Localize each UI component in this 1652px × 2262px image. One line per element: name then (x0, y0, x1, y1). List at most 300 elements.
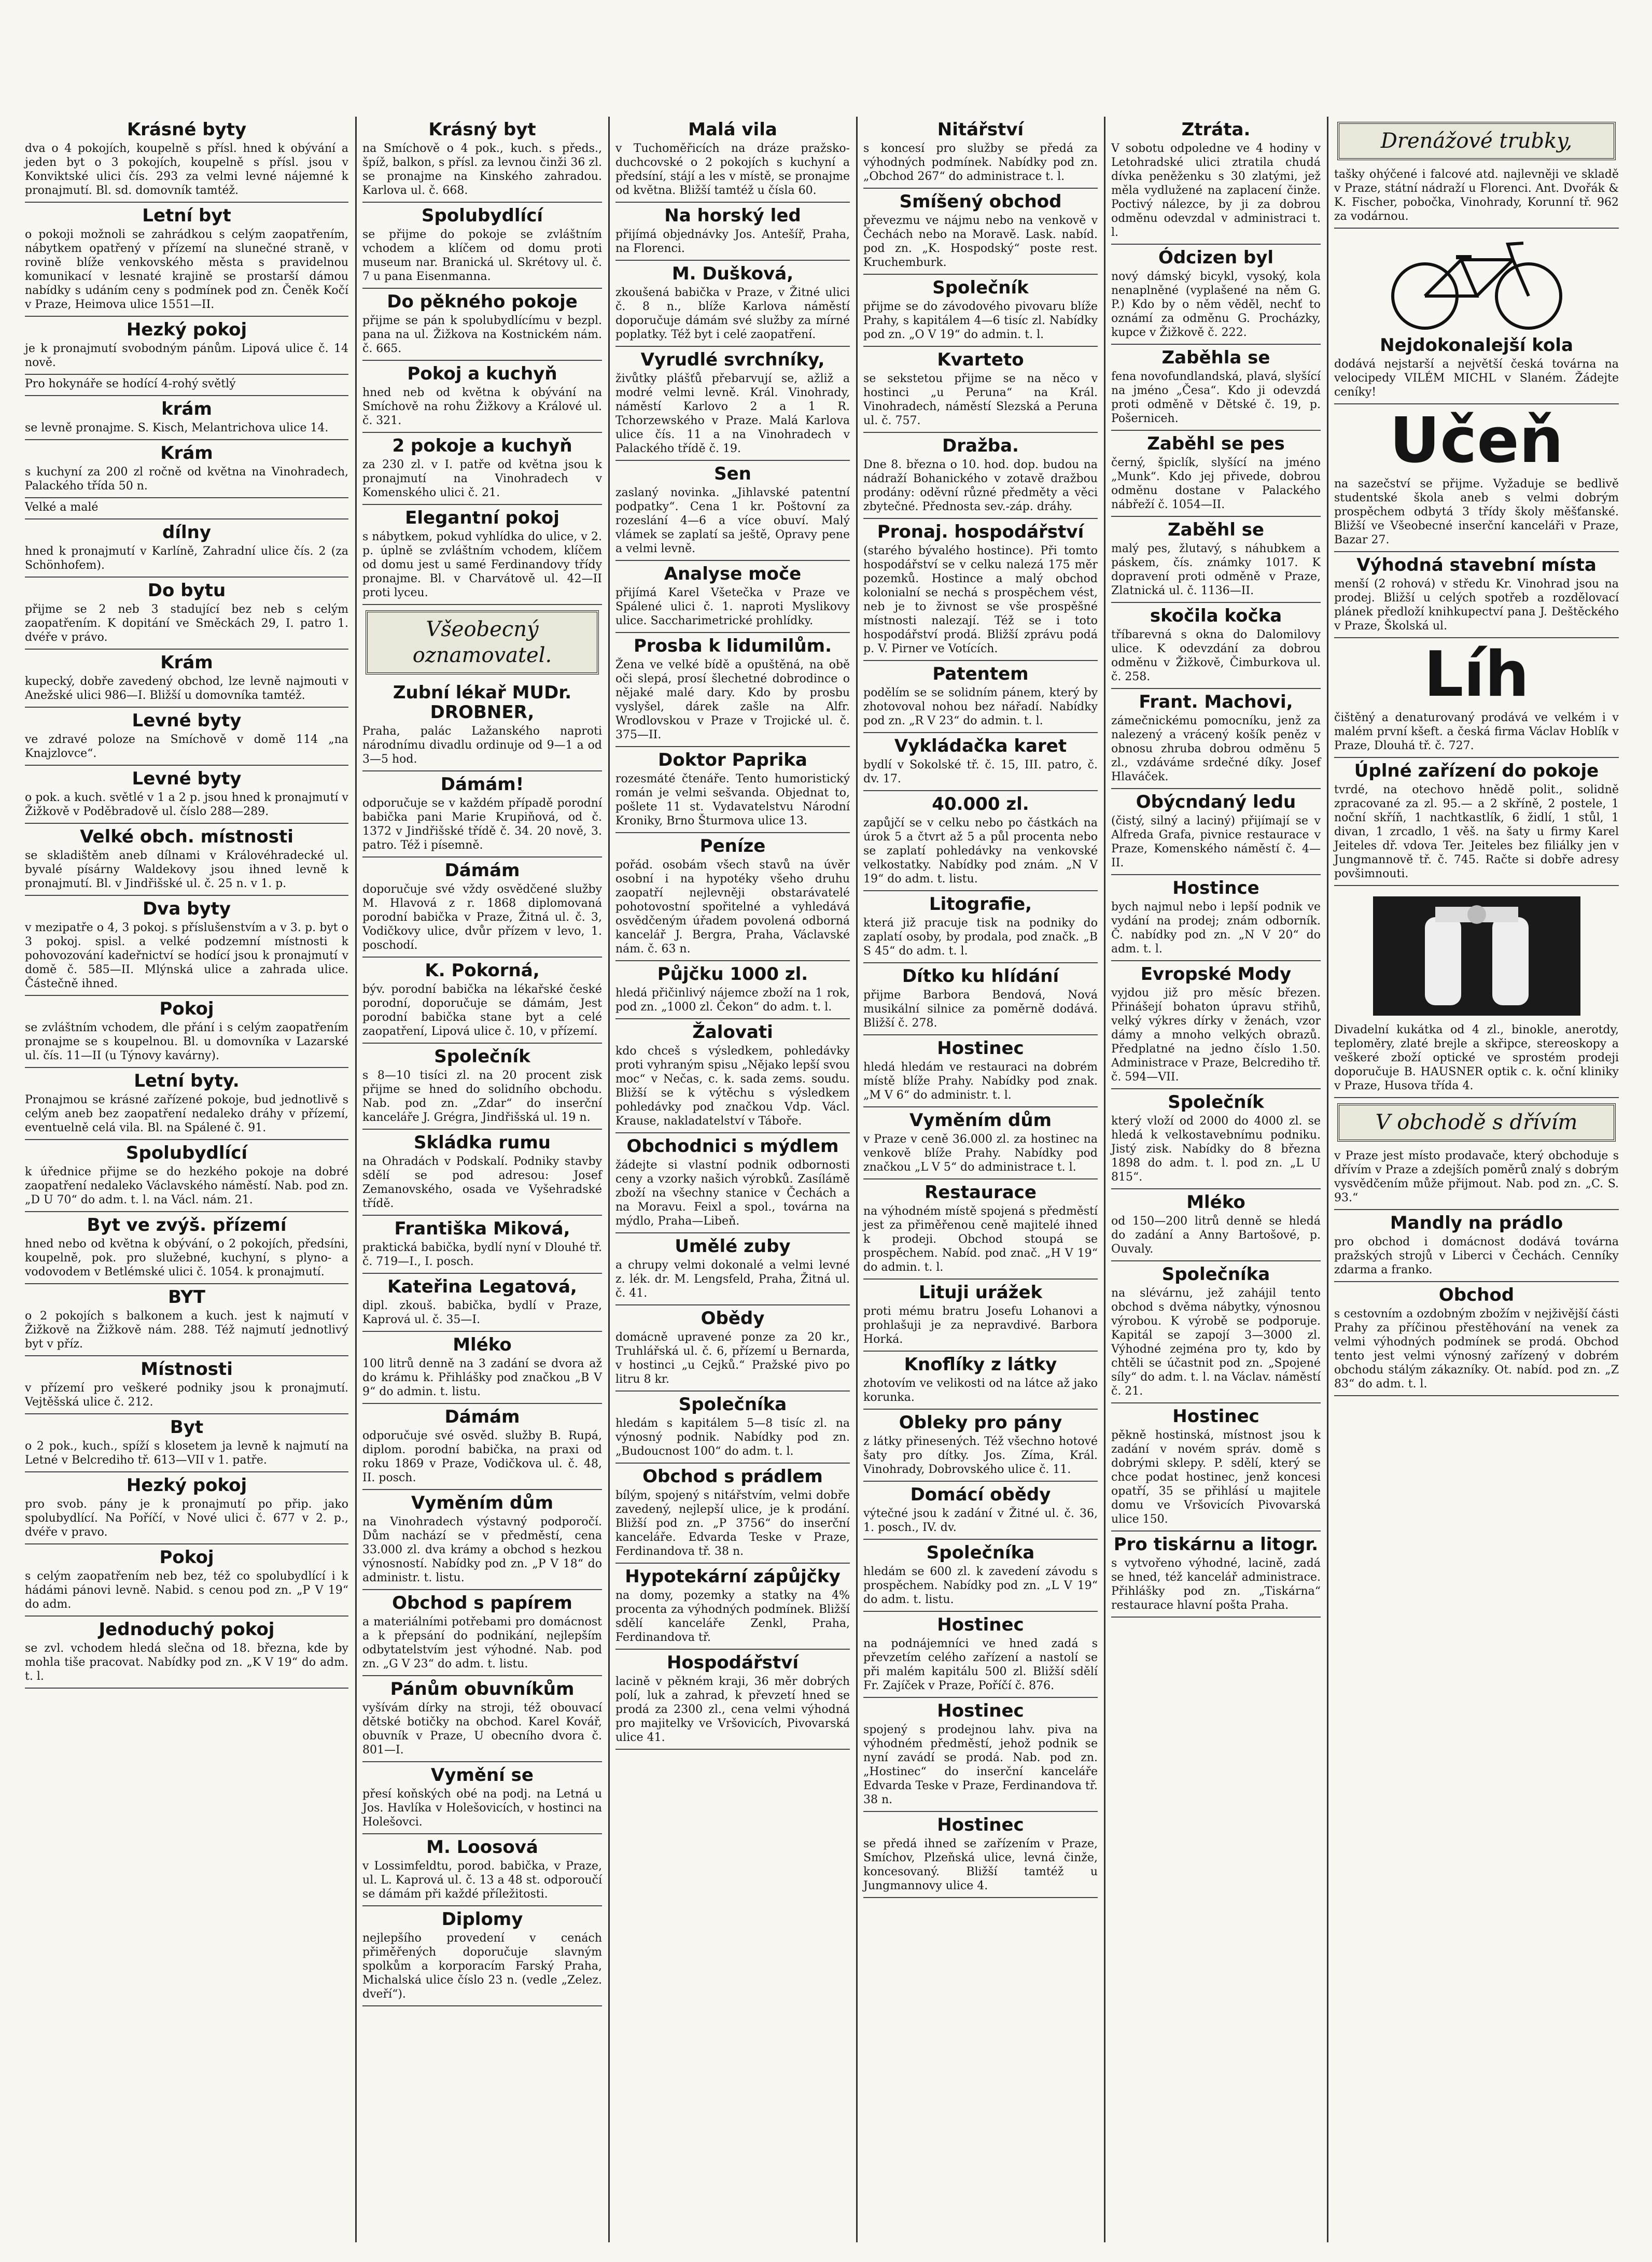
ad-body: Pro hokynáře se hodící 4-rohý světlý (25, 377, 236, 390)
ad-body: kdo chceš s výsledkem, pohledávky proti vyhraným spisu „Nějako lepší svou moc“ v Nečas, c. k. sada zems. soudu. Bližší se k výtěchu s výsledkem pohledávky pod značkou Vdp. Václ. Krause, nakladatelství v Táboře. (615, 1045, 850, 1128)
ad-body: proti mému bratru Josefu Lohanovi a prohlašuji je za nepravdivé. Barbora Horká. (863, 1305, 1098, 1346)
ad-heading: Spolubydlící (126, 1143, 247, 1163)
ad-heading: Doktor Paprika (658, 750, 807, 770)
ad-body: přijme se pán k spolubydlícímu v bezpl. pana na ul. Žižkova na Kostnickém nám. č. 665. (362, 314, 602, 355)
ad-heading: Na horský led (664, 205, 801, 226)
ad-body: hned nebo od května k obývání, o 2 pokojích, předsíni, koupelně, pok. pro služebné, kuchyní, s plyno- a vodovodem v Betlémské ulici č. 1054. k pronajmutí. (25, 1238, 348, 1278)
classified-ad (1111, 345, 1321, 431)
ad-body: se levně pronajme. S. Kisch, Melantrichova ulice 14. (25, 422, 329, 434)
ad-body: v Tuchoměřicích na dráze pražsko-duchcovské o 2 pokojích s kuchyní a předsíní, stájí a les v místě, se pronajme od května. Bližší tamtéž u čísla 60. (615, 142, 850, 197)
ad-heading: Pronaj. hospodářství (877, 522, 1084, 542)
classified-ad (863, 791, 1098, 891)
classified-ad (25, 766, 348, 824)
ad-body: Žena ve velké bídě a opuštěná, na obě oči slepá, prosí šlechetné dobrodince o nějaké malé dary. Kdo by prosbu vyslyšel, dárek zašle na Alfr. Wrodlovskou v Praze v Trojické ul. č. 375—II. (615, 658, 850, 741)
classified-ad (25, 1356, 348, 1414)
ad-body: přesí koňských obé na podj. na Letná u Jos. Havlíka v Holešovicích, v hostinci na Holešovci. (362, 1788, 602, 1829)
classified-ad (863, 189, 1098, 275)
classified-ad (863, 1482, 1098, 1540)
classified-ad (615, 1464, 850, 1564)
ad-body: přijme se do závodového pivovaru blíže Prahy, s kapitálem 4—6 tisíc zl. Nabídky pod zn. „O V 19“ do admin. t. l. (863, 300, 1098, 341)
ad-heading: Umělé zuby (675, 1236, 791, 1257)
ad-heading: Společníka (926, 1542, 1035, 1563)
ad-heading: Hostinec (937, 1038, 1024, 1059)
ad-heading: Letní byty. (134, 1071, 240, 1091)
classified-ad (25, 824, 348, 896)
ad-heading: Obchod s prádlem (642, 1466, 823, 1487)
classified-ad (863, 1540, 1098, 1612)
ad-body: hledám s kapitálem 5—8 tisíc zl. na výnosný podnik. Nabídky pod zn. „Budoucnost 100“ do adm. t. l. (615, 1417, 850, 1458)
classified-ad (863, 519, 1098, 661)
classified-ad (615, 261, 850, 347)
newspaper-page (21, 117, 1623, 2242)
classified-ad (863, 891, 1098, 963)
ad-heading: Vyrudlé svrchníky, (640, 349, 825, 370)
ad-body: která již pracuje tisk na podniky do zaplatí osoby, by prodala, pod značk. „B S 45“ do adm. t. l. (863, 917, 1098, 958)
ad-heading: krám (161, 399, 212, 419)
ad-heading: Krám (160, 652, 213, 673)
ad-body: dva o 4 pokojích, koupelně s přísl. hned k obývání a jeden byt o 3 pokojích, koupelně s přísl. jsou v Konviktské ulici čís. 293 za velmi levné nájemné k pronajmutí. Bl. sd. domovník tamtéž. (25, 142, 348, 197)
classified-ad (1111, 1189, 1321, 1261)
classified-ad (362, 1044, 602, 1130)
ad-body: v mezipatře o 4, 3 pokoj. s příslušenstvím a v 3. p. byt o 3 pokoj. spisl. a velké podzemní místnosti k pohovozování kadeřnictví se hodící jsou k pronajmutí v domě č. 585—II. Mlýnská ulice a zahrada ulice. Částečně ihned. (25, 921, 348, 990)
ad-heading: Analyse moče (664, 564, 802, 584)
classified-ad (25, 519, 348, 578)
classified-ad (863, 963, 1098, 1035)
ad-body: vyšívám dírky na stroji, též obouvací dětské botičky na obchod. Karel Kovář, obuvník v Praze, U obecního dvora č. 801—I. (362, 1702, 602, 1757)
ad-heading: Vyměním dům (909, 1110, 1052, 1131)
classified-ad (615, 117, 850, 203)
classified-ad (25, 578, 348, 650)
classified-ad (863, 1352, 1098, 1410)
classified-ad (863, 117, 1098, 189)
ad-body: s celým zaopatřením neb bez, též co spolubydlící i k hádámi pánovi levně. Nabid. s cenou pod zn. „P V 19“ do adm. (25, 1570, 348, 1611)
ad-body: podělím se se solidním pánem, který by zhotovoval nohou bez nářadí. Nabídky pod zn. „R V 23“ do admin. t. l. (863, 686, 1098, 727)
ad-body: fena novofundlandská, plavá, slyšící na jméno „Česa“. Kdo ji odevzdá proti odměně v Dětské č. 19, p. Pošerniceh. (1111, 370, 1321, 425)
ad-body: na Smíchově o 4 pok., kuch. s předs., špíž, balkon, s přísl. za levnou činži 36 zl. se pronajme na Kinského zahradou. Karlova ul. č. 668. (362, 142, 602, 197)
ad-body: přijímá objednávky Jos. Antešíř, Praha, na Florenci. (615, 228, 850, 255)
classified-ad (863, 1812, 1098, 1898)
ad-body: na podnájemníci ve hned zadá s převzetím celého zařízení a nastolí se při malém kapitálu 500 zl. Bližší sdělí Fr. Zajíček v Praze, Poříčí č. 876. (863, 1637, 1098, 1692)
ad-heading: Skládka rumu (413, 1132, 551, 1153)
ad-heading: Kvarteto (937, 349, 1024, 370)
ad-body: se přijme do pokoje se zvláštním vchodem a klíčem od domu proti museum nar. Branická ul. Skrétovy ul. č. 7 u pana Eisenmanna. (362, 228, 602, 283)
ad-heading: Učeň (1389, 405, 1564, 477)
ad-heading: Líh (1423, 639, 1530, 711)
classified-ad (362, 1834, 602, 1906)
classified-ad (863, 1612, 1098, 1698)
classified-ad (25, 1414, 348, 1472)
ad-body: je k pronajmutí svobodným pánům. Lipová ulice č. 14 nově. (25, 342, 348, 369)
classified-ad (863, 1107, 1098, 1179)
classified-ad (863, 733, 1098, 791)
ad-heading: Letní byt (142, 205, 231, 226)
ad-body: dipl. zkouš. babička, bydlí v Praze, Kaprová ul. č. 35—I. (362, 1299, 602, 1326)
classified-ad (25, 117, 348, 203)
ad-body: hledám se 600 zl. k zavedení závodu s prospěchem. Nabídky pod zn. „L V 19“ do adm. t. listu. (863, 1565, 1098, 1606)
classified-ad (362, 680, 602, 771)
ad-heading: Hostinec (937, 1614, 1024, 1635)
ad-body: hned neb od května k obývání na Smíchově na rohu Žižkovy a Králové ul. č. 321. (362, 386, 602, 427)
ad-body: odporučuje se v každém případě porodní babička pani Marie Krupiňová, od č. 1372 v Jindřišské třídě č. 34. 20 nově, 3. patro. Též i písemně. (362, 797, 602, 852)
classified-ad (615, 1305, 850, 1392)
ad-heading: Prosba k lidumilům. (634, 636, 832, 656)
ad-heading: Malá vila (688, 119, 777, 140)
ad-body: pro obchod i domácnost dodává továrna pražských strojů v Liberci v Čechách. Cenníky zdarma a franko. (1334, 1235, 1619, 1276)
ad-body: výtečné jsou k zadání v Žitné ul. č. 36, 1. posch., IV. dv. (863, 1507, 1098, 1534)
classified-ad (1111, 431, 1321, 517)
classified-ad (615, 747, 850, 833)
ad-heading: Hypotekární zápůjčky (625, 1566, 841, 1587)
ad-body: pořád. osobám všech stavů na úvěr osobní i na hypotéky všeho druhu zaopatří nejlevněji obstarávatelé pohotovostní spořitelné a vyhledává osvědčeným úřadem povolená odborná kancelář J. Bergra, Praha, Václavské nám. č. 63 n. (615, 859, 850, 956)
ad-body: kupecký, dobře zavedený obchod, lze levně najmouti v Anežské ulici 986—I. Bližší u domovníka tamtéž. (25, 675, 348, 702)
classified-ad (362, 771, 602, 858)
ad-heading: Litografie, (929, 894, 1032, 915)
ad-body: zhotovím ve velikosti od na látce až jako korunka. (863, 1377, 1098, 1404)
ad-heading: Ztráta. (1181, 119, 1251, 140)
ad-heading: Dámám (444, 860, 520, 881)
ad-body: zapůjčí se v celku nebo po částkách na úrok 5 a čtvrt až 5 a půl procenta nebo se zaplatí pohledávky na venkovské velkostatky. Nabídky pod znám. „N V 19“ do adm. t. listu. (863, 817, 1098, 886)
ad-body: tašky ohýčené i falcové atd. najlevněji ve skladě v Praze, státní nádraží u Florenci. Ant. Dvořák & K. Fischer, pobočka, Vinohrady, Korunní tř. 962 za vodárnou. (1334, 168, 1619, 223)
ad-heading: Byt ve zvýš. přízemí (87, 1215, 287, 1235)
ad-heading: Byt (170, 1417, 204, 1438)
ad-heading: Dražba. (942, 435, 1019, 456)
ad-body: na Ohradách v Podskalí. Podniky stavby sdělí se pod adresou: Josef Zemanovského, osada ve Vyšehradské třídě. (362, 1155, 602, 1210)
classified-ad (615, 1650, 850, 1750)
classified-ad (1111, 603, 1321, 689)
ad-body: o 2 pok., kuch., spíží s klosetem ja levně k najmutí na Letné v Belcrediho tř. 613—VII v 1. patře. (25, 1440, 348, 1467)
classified-ad (1334, 404, 1619, 552)
ad-heading: Nitářství (937, 119, 1024, 140)
ad-heading: Zaběhla se (1161, 347, 1270, 368)
ad-body: o 2 pokojích s balkonem a kuch. jest k najmutí v Žižkově na Žižkově nám. 288. Též najmutí jednotlivý byt v příz. (25, 1310, 348, 1351)
column-2 (358, 117, 606, 2242)
ad-heading: Levné byty (132, 768, 242, 789)
classified-ad (362, 203, 602, 289)
classified-ad (25, 896, 348, 996)
ad-body: s 8—10 tisíci zl. na 20 procent zisk přijme se hned do solidního obchodu. Nab. pod zn. „Zdar“ do inserční kanceláře J. Grégra, Jindřišská ul. 19 n. (362, 1069, 602, 1124)
ad-body: a chrupy velmi dokonalé a velmi levné z. lék. dr. M. Lengsfeld, Praha, Žitná ul. č. 41. (615, 1259, 850, 1300)
ad-body: bílým, spojený s nitářstvím, velmi dobře zavedený, nejlepší ulice, je k prodání. Bližší pod zn. „P 3756“ do inserční kanceláře. Edvarda Teske v Praze, Ferdinandova tř. 38 n. (615, 1489, 850, 1558)
ad-body: vyjdou již pro měsíc březen. Přinášejí bohaton úpravu střihů, velký výkres dírky v ženách, vzor dámy a mnoho velkých obrazů. Předplatné na jedno číslo 1.50. Administrace v Praze, Belcrediho tř. č. 594—VII. (1111, 987, 1321, 1084)
classified-ad (362, 1490, 602, 1590)
ad-heading: Restaurace (925, 1182, 1037, 1203)
classified-ad (25, 498, 348, 519)
ad-heading: Obchod (1438, 1285, 1515, 1305)
classified-ad (25, 996, 348, 1068)
ad-heading: Pokoj (159, 999, 214, 1019)
classified-ad (863, 347, 1098, 433)
ad-heading: Ódcizen byl (1158, 247, 1274, 268)
ad-heading: dílny (162, 522, 211, 543)
classified-ad (1334, 1282, 1619, 1396)
classified-ad (362, 361, 602, 433)
boxed-headline: V obchodě s dřívím (1337, 1103, 1616, 1142)
ad-heading: Dámám! (440, 774, 524, 795)
ad-heading: Hostinec (937, 1815, 1024, 1835)
ad-heading: Výhodná stavební místa (1356, 555, 1597, 575)
ad-body: hledá hledám ve restauraci na dobrém místě blíže Prahy. Nabídky pod znak. „M V 6“ do administr. t. l. (863, 1061, 1098, 1102)
classified-ad (362, 1590, 602, 1676)
ad-body: nový dámský bicykl, vysoký, kola nenaplněné (vyplašené na něm G. P.) Kdo by o něm věděl, nechť to oznámí za odměnu G. Procházky, kupce v Žižkově č. 222. (1111, 270, 1321, 339)
classified-ad (362, 1274, 602, 1332)
ad-heading: M. Dušková, (671, 263, 794, 284)
ad-body: od 150—200 litrů denně se hledá do zadání a Anny Bartošové, p. Ouvaly. (1111, 1215, 1321, 1256)
ad-heading: Obědy (701, 1308, 765, 1329)
classified-ad (863, 1280, 1098, 1352)
ad-body: přijímá Karel Všetečka v Praze ve Spálené ulici č. 1. naproti Myslikovy ulice. Saccharimetrické prohlídky. (615, 586, 850, 627)
column-rule (355, 117, 357, 2242)
classified-ad (25, 317, 348, 375)
ad-heading: Františka Miková, (394, 1218, 570, 1239)
ad-body: praktická babička, bydlí nyní v Dlouhé tř. č. 719—I., I. posch. (362, 1241, 602, 1268)
boxed-headline: Všeobecný oznamovatel. (366, 610, 599, 675)
classified-ad (1334, 332, 1619, 404)
classified-ad (1111, 1089, 1321, 1189)
ad-body: převezmu ve nájmu nebo na venkově v Čechách nebo na Moravě. Lask. nabíd. pod zn. „K. Hospodský“ poste rest. Kruchemburk. (863, 214, 1098, 269)
classified-ad (25, 708, 348, 766)
classified-ad (615, 961, 850, 1019)
ad-body: doporučuje své vždy osvědčené služby M. Hlavová z r. 1868 diplomovaná porodní babička v Praze, Žitná ul. č. 3, Vodičkovy ulice, dvůr přízem v levo, 1. poschodí. (362, 883, 602, 952)
column-3 (611, 117, 854, 2242)
ad-body: na Vinohradech výstavný podporočí. Dům nachází se v předměstí, cena 33.000 zl. dva krámy a obchod s hezkou výnosností. Nabídky pod zn. „P V 18“ do administr. t. listu. (362, 1515, 602, 1584)
classified-ad (863, 1410, 1098, 1482)
instrument-illustration (1334, 886, 1619, 1021)
column-1 (21, 117, 353, 2242)
ad-body: s nábytkem, pokud vyhlídka do ulice, v 2. p. úplně se zvláštním vchodem, klíčem od domu jest u samé Ferdinandovy třídy pronajme. Bl. v Charvátově ul. 42—II proti lyceu. (362, 530, 602, 599)
classified-ad (1111, 117, 1321, 245)
classified-ad (1111, 1403, 1321, 1532)
classified-ad (1334, 638, 1619, 758)
ad-body: bydlí v Sokolské tř. č. 15, III. patro, č. dv. 17. (863, 758, 1098, 785)
ad-body: v přízemí pro veškeré podniky jsou k pronajmutí. Vejtěšská ulice č. 212. (25, 1382, 348, 1409)
boxed-headline: Drenážové trubky, (1337, 122, 1616, 160)
ad-body: pro svob. pány je k pronajmutí po přip. jako spolubydlící. Na Poříčí, v Nové ulici č. 677 v 2. p., dvéře v pravo. (25, 1498, 348, 1539)
ad-heading: Hezký pokoj (126, 319, 247, 340)
ad-body: přijme Barbora Bendová, Nová musikální silnice za poměrně dodává. Bližší č. 278. (863, 989, 1098, 1030)
ad-heading: 2 pokoje a kuchyň (392, 435, 572, 456)
ad-heading: Spolubydlící (422, 205, 543, 226)
ad-body: se skladištěm aneb dílnami v Královéhradecké ul. byvalé písárny Waldekovy jsou ihned levně k pronajmutí. Bl. v Jindřišské ul. č. 25 n. v 1. p. (25, 849, 348, 890)
ad-heading: Kateřina Legatová, (387, 1276, 577, 1297)
ad-heading: Hostinec (1172, 1406, 1259, 1427)
ad-heading: Zaběhl se (1168, 519, 1264, 540)
ad-heading: Úplné zařízení do pokoje (1354, 761, 1599, 781)
ad-heading: Patentem (932, 664, 1029, 684)
ad-heading: 40.000 zl. (932, 794, 1029, 814)
ad-heading: Společníka (1161, 1264, 1270, 1285)
classified-ad (615, 1019, 850, 1133)
classified-ad (362, 858, 602, 958)
ad-body: tříbarevná s okna do Dalomilovy ulice. K odevzdání za dobrou odměnu v Žižkově, Čimburkova ul. č. 258. (1111, 628, 1321, 683)
classified-ad (362, 1762, 602, 1834)
ad-heading: Místnosti (141, 1359, 233, 1380)
ad-heading: Obchod s papírem (392, 1593, 572, 1613)
ad-body: hned k pronajmutí v Karlíně, Zahradní ulice čís. 2 (za Schönhofem). (25, 545, 348, 572)
ad-body: ve zdravé poloze na Smíchově v domě 114 „na Knajzlovce“. (25, 733, 348, 760)
ad-body: zkoušená babička v Praze, v Žitné ulici č. 8 n., blíže Karlova náměstí doporučuje dámám své služby za mírné poplatky. Též byt i celé zaopatření. (615, 286, 850, 341)
ad-body: V sobotu odpoledne ve 4 hodiny v Letohradské ulici ztratila chudá dívka peněženku s 30 zlatými, jež měla vydlužené na zaplacení činže. Poctivý nálezce, by ji za dobrou odměnu odevzdal v administraci t. l. (1111, 142, 1321, 239)
classified-ad (1111, 689, 1321, 789)
ad-heading: Hostince (1172, 878, 1259, 898)
ad-heading: Hezký pokoj (126, 1475, 247, 1496)
ad-body: Pronajmou se krásné zařízené pokoje, bud jednotlivě s celým aneb bez zaopatření nedaleko dráhy v přízemí, eventuelně celá vila. Bl. na Spálené č. 91. (25, 1093, 348, 1134)
ad-body: z látky přinesených. Též všechno hotové šaty pro dítky. Jos. Zíma, Král. Vinohrady, Dobrovského ulice č. 11. (863, 1435, 1098, 1476)
ad-heading: Jednoduchý pokoj (99, 1619, 275, 1640)
ad-body: Divadelní kukátka od 4 zl., binokle, anerotdy, teploměry, zlaté brejle a skřipce, stereoskopy a veškeré zboží optické ve sprostém prodeji doporučuje B. HAUSNER optik c. k. oční kliniky v Praze, Husova třída 4. (1334, 1023, 1619, 1092)
classified-ad (362, 1332, 602, 1404)
ad-body: dodává nejstarší a největší česká továrna na velocipedy VILÉM MICHL v Slaném. Žádejte ceníky! (1334, 358, 1619, 399)
ad-heading: Evropské Mody (1140, 964, 1292, 985)
ad-heading: Obchodnici s mýdlem (626, 1136, 839, 1157)
ad-heading: Společník (1168, 1092, 1264, 1113)
ad-heading: Společník (932, 277, 1029, 298)
classified-ad (362, 505, 602, 605)
classified-ad (863, 1035, 1098, 1107)
ad-body: přijme se 2 neb 3 stadující bez neb s celým zaopatřením. K dopitání ve Směckách 29, I. patro 1. dvéře v právo. (25, 603, 348, 644)
ad-body: 100 litrů denně na 3 zadání se dvora až do krámu k. Přihlášky pod značkou „B V 9“ do admin. t. listu. (362, 1357, 602, 1398)
classified-ad (615, 1392, 850, 1464)
classified-ad (1334, 1210, 1619, 1282)
ad-body: na domy, pozemky a statky na 4% procenta za výhodných podmínek. Bližší sdělí kanceláře Zenkl, Praha, Ferdinandova tř. (615, 1589, 850, 1644)
ad-heading: Do pěkného pokoje (387, 291, 578, 312)
classified-ad (1334, 1021, 1619, 1098)
ad-heading: Krám (160, 443, 213, 463)
column-5 (1107, 117, 1325, 2242)
ad-body: s vytvořeno výhodné, lacině, zadá se hned, též kancelář administrace. Přihlášky pod zn. „Tiskárna“ restaurace hlavní pošta Praha. (1111, 1557, 1321, 1612)
ad-body: který vloží od 2000 do 4000 zl. se hledá k velkostavebnímu podniku. Jistý zisk. Nabídky do 8 března 1898 do adm. t. l. pod zn. „L U 815“. (1111, 1115, 1321, 1184)
column-6 (1330, 117, 1623, 2242)
classified-ad (25, 1284, 348, 1356)
classified-ad (863, 1179, 1098, 1280)
ad-heading: Vyměním dům (411, 1493, 554, 1513)
classified-ad (615, 347, 850, 461)
column-rule (608, 117, 610, 2242)
ad-heading: Pánům obuvníkům (390, 1679, 575, 1699)
ad-heading: Pro tiskárnu a litogr. (1113, 1534, 1319, 1555)
ad-heading: Lituji urážek (918, 1282, 1043, 1303)
ad-body: se zvláštním vchodem, dle přání i s celým zaopatřením pronajme se s koupelnou. Bl. u domovníka v Lazarské ul. čís. 11—II (u Týnovy kavárny). (25, 1021, 348, 1062)
ad-heading: Zubní lékař MUDr. DROBNER, (393, 682, 572, 723)
classified-ad (25, 1617, 348, 1689)
ad-body: čištěný a denaturovaný prodává ve velkém i v malém první kšeft. a česká firma Václav Hoblík v Praze, Dlouhá tř. č. 727. (1334, 711, 1619, 752)
ad-heading: BYT (168, 1287, 205, 1308)
classified-ad (1334, 758, 1619, 886)
ad-body: za 230 zl. v I. patře od května jsou k pronajmutí na Vinohradech v Komenského ulici č. 21. (362, 458, 602, 499)
ad-body: a materiálními potřebami pro domácnost a k přepsání do podnikání, nejlepším odbytatelstvím jest výhodné. Nab. pod zn. „G V 23“ do adm. t. listu. (362, 1615, 602, 1670)
classified-ad (25, 1068, 348, 1140)
ad-body: v Lossimfeldtu, porod. babička, v Praze, ul. L. Kaprová ul. č. 13 a 48 st. odporoučí se dámám při každé příležitosti. (362, 1860, 602, 1901)
classified-ad (25, 1140, 348, 1212)
ad-body: (starého bývalého hostince). Při tomto hospodářství se v celku nalezá 175 měr pozemků. Hostince a malý obchod kolonialní se nechá s prospěchem vést, neb je to živnost se vše prospěšné místnosti nalezají. Též se i toto hospodářství prodá. Bližší zprávu podá p. V. Pirner ve Votících. (863, 544, 1098, 655)
ad-heading: Hostinec (937, 1701, 1024, 1721)
classified-ad (362, 1404, 602, 1490)
classified-ad (615, 833, 850, 961)
classified-ad (25, 203, 348, 317)
ad-heading: M. Loosová (426, 1837, 538, 1858)
column-rule (1104, 117, 1105, 2242)
ad-body: v Praze jest místo prodavače, který obchoduje s dřívím v Praze a zdejších poměrů znalý s dobrým vysvědčením může přijmout. Nab. pod zn. „C. S. 93.“ (1334, 1149, 1619, 1204)
ad-body: menší (2 rohová) v středu Kr. Vinohrad jsou na prodej. Bližší u celých spotřeb a rozdělovací plánek předloží knihkupectví pana J. Deštěckého v Praze, Školská ul. (1334, 578, 1619, 633)
ad-body: nejlepšího provedení v cenách přiměřených doporučuje slavným spolkům a korporacím Farský Praha, Michalská ulice číslo 23 n. (vedle „Zelez. dveří“). (362, 1932, 602, 2001)
ad-heading: Nejdokonalejší kola (1380, 335, 1573, 356)
ad-body: odporučuje své osvěd. služby B. Rupá, diplom. porodní babička, na praxi od roku 1869 v Praze, Vodičkova ul. č. 48, II. posch. (362, 1429, 602, 1484)
classified-ad (25, 440, 348, 498)
ad-heading: Vymění se (431, 1765, 534, 1786)
classified-ad (1111, 1532, 1321, 1618)
ad-heading: Levné byty (132, 710, 242, 731)
ad-body: černý, špiclík, slyšící na jméno „Munk“. Kdo jej přivede, dobrou odměnu dostane v Palackého nábřeží č. 1054—II. (1111, 456, 1321, 511)
ad-heading: Mléko (1186, 1192, 1245, 1213)
ad-heading: Do bytu (147, 580, 226, 601)
classified-ad (362, 1906, 602, 2006)
ad-body: domácně upravené ponze za 20 kr., Truhlářská ul. č. 6, přízemí u Bernarda, v hostinci „u Cejků.“ Pražské pivo po litru 8 kr. (615, 1331, 850, 1386)
ad-body: o pokoji možnoli se zahrádkou s celým zaopatřením, nábytkem opatřený v přízemí na slunečné straně, v rovině blíže venkovského města s pravidelnou komunikací v lesnaté krajině se prostarší dámou nabídky s udáním ceny s podmínek pod zn. Čeněk Kočí v Praze, Heimova ulice 1551—II. (25, 228, 348, 311)
classified-ad (615, 1233, 850, 1305)
classified-ad (863, 661, 1098, 733)
ad-body: malý pes, žlutavý, s náhubkem a páskem, čís. známky 1017. K dopravení proti odměně v Praze, Zlatnická ul. č. 1136—II. (1111, 542, 1321, 597)
classified-ad (1111, 517, 1321, 603)
ad-body: se zvl. vchodem hledá slečna od 18. března, kde by mohla tiše pracovat. Nabídky pod zn. „K V 19“ do adm. t. l. (25, 1642, 348, 1683)
ad-body: (čistý, silný a laciný) přijímají se v Alfreda Grafa, pivnice restaurace v Praze, Komenského náměstí č. 4—II. (1111, 814, 1321, 869)
classified-ad (863, 1698, 1098, 1812)
classified-ad (1111, 789, 1321, 875)
ad-body: zaslaný novinka. „Jihlavské patentní podpatky“. Cena 1 kr. Poštovní za rozeslání 4—6 a více obuví. Malý vlámek se zaplatí sa ještě, Opravy pene a velmi levně. (615, 486, 850, 555)
classified-ad (25, 375, 348, 396)
ad-heading: K. Pokorná, (425, 960, 540, 981)
ad-heading: Společník (434, 1046, 530, 1067)
ad-heading: Dítko ku hlídání (902, 966, 1059, 987)
classified-ad (1111, 961, 1321, 1089)
ad-heading: Pokoj (159, 1547, 214, 1568)
classified-ad (25, 396, 348, 440)
classified-ad (615, 203, 850, 261)
ad-heading: Mléko (453, 1334, 512, 1355)
ad-heading: Sen (714, 463, 751, 484)
ad-body: zámečnickému pomocníku, jenž za nalezený a vrácený košík peněz v obnosu zhruba dobrou odměnu 5 zl., vzdáváme srdečné díky. Josef Hlaváček. (1111, 714, 1321, 783)
ad-heading: Vykládačka karet (894, 736, 1067, 756)
classified-ad (863, 275, 1098, 347)
classified-ad (615, 633, 850, 747)
classified-ad (362, 1216, 602, 1274)
ad-heading: Velké obch. místnosti (80, 826, 293, 847)
ad-heading: Domácí obědy (910, 1484, 1051, 1505)
classified-ad (1111, 1261, 1321, 1403)
column-rule (1327, 117, 1328, 2242)
ad-heading: Pokoj a kuchyň (407, 363, 557, 384)
ad-heading: Žalovati (692, 1022, 773, 1043)
ad-body: spojený s prodejnou lahv. piva na výhodném předměstí, jehož podnik se nyní zavádí se prodá. Nab. pod zn. „Hostinec“ do inserční kanceláře Edvarda Teske v Praze, Ferdinandova tř. 38 n. (863, 1723, 1098, 1806)
classified-ad (615, 461, 850, 561)
ad-body: živůtky plášťů přebarvují se, ažliž a modré velmi levně. Král. Vinohrady, náměstí Karlovo 2 a 1 R. Tchorzewského v Praze. Malá Karlova ulice čís. 11 a na Vinohradech v Palackého třídě č. 19. (615, 372, 850, 455)
classified-ad (615, 1564, 850, 1650)
classified-ad (362, 958, 602, 1044)
ad-body: v Praze v ceně 36.000 zl. za hostinec na venkově blíže Prahy. Nabídky pod značkou „L V 5“ do administrace t. l. (863, 1133, 1098, 1174)
ad-body: Praha, palác Lažanského naproti národnímu divadlu ordinuje od 9—1 a od 3—5 hod. (362, 725, 602, 766)
ad-body: žádejte si vlastní podnik odbornosti ceny a vzorky našich výrobků. Zasílámě zboží na všechny stanice v Čechách a na Moravu. Feixl a spol., továrna na mýdlo, Praha—Libeň. (615, 1159, 850, 1228)
ad-heading: Frant. Machovi, (1139, 692, 1293, 712)
ad-body: na slévárnu, jež zahájil tento obchod s dvěma nábytky, výnosnou výrobou. K výrobě se podporuje. Kapitál se zapojí 3—3000 zl. Výhodné zejména pro ty, kdo by chtěli se účastnit pod zn. „Spojené síly“ do adm. t. l. na Václav. náměstí č. 21. (1111, 1287, 1321, 1398)
ad-body: hledá přičinlivý nájemce zboží na 1 rok, pod zn. „1000 zl. Čekon“ do adm. t. l. (615, 987, 850, 1014)
ad-heading: Dva byty (142, 898, 231, 919)
ad-body: o pok. a kuch. světlé v 1 a 2 p. jsou hned k pronajmutí v Žižkově v Poděbradově ul. číslo 288—289. (25, 791, 348, 818)
ad-heading: skočila kočka (1150, 606, 1282, 626)
classified-ad (1334, 1147, 1619, 1210)
classified-ad (1334, 552, 1619, 638)
classified-ad (1334, 165, 1619, 229)
ad-body: na sazečství se přijme. Vyžaduje se bedlivě studentské škola aneb s velmi dobrým prospěchem odbytá 3 třídy školy měšťanské. Bližší ve Všeobecné inserční kanceláři v Praze, Bazar 27. (1334, 477, 1619, 546)
classified-ad (25, 650, 348, 708)
ad-body: na výhodném místě spojená s předměstí jest za přiměřenou ceně majitelé ihned k prodeji. Obchod stoupá se prospěchem. Nabíd. pod znač. „H V 19“ do admin. t. l. (863, 1205, 1098, 1274)
